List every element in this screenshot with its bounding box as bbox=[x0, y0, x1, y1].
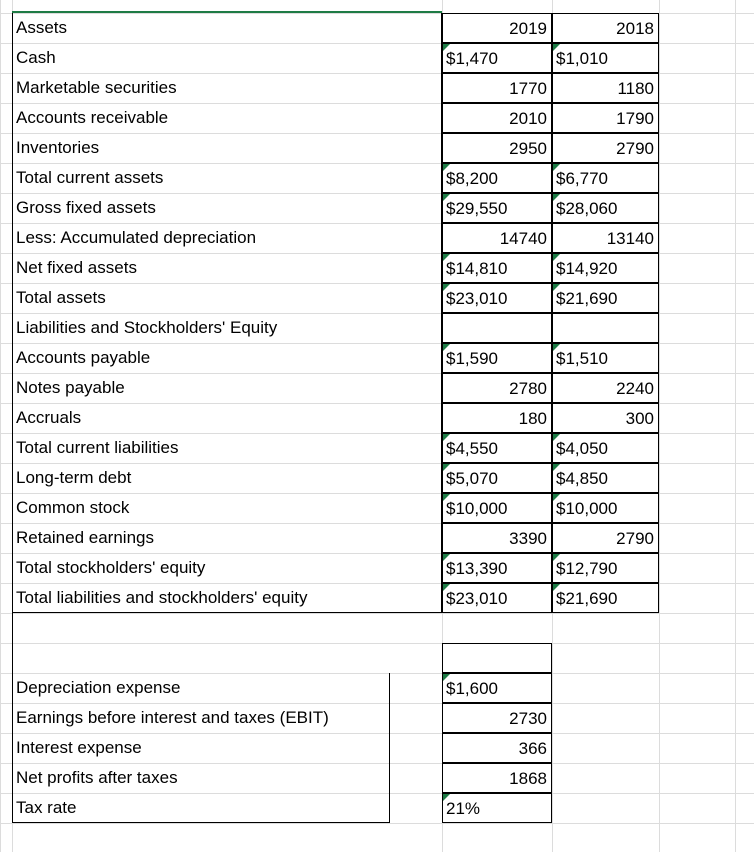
label-cell-text: Retained earnings bbox=[16, 528, 154, 547]
value-2019-cell-text: $5,070 bbox=[446, 469, 498, 488]
label-cell[interactable] bbox=[12, 553, 442, 583]
value-2019-cell-text: 180 bbox=[518, 409, 547, 428]
value-2018-cell-text: 1790 bbox=[616, 109, 654, 128]
number-as-text-indicator-icon bbox=[443, 494, 450, 501]
value-2018-cell[interactable] bbox=[552, 343, 659, 373]
label-cell-text: Tax rate bbox=[16, 798, 77, 817]
number-as-text-indicator-icon bbox=[553, 254, 560, 261]
label-cell[interactable] bbox=[12, 493, 442, 523]
label-cell[interactable] bbox=[12, 43, 442, 73]
number-as-text-indicator-icon bbox=[553, 464, 560, 471]
label-cell[interactable] bbox=[12, 343, 442, 373]
table-row bbox=[0, 403, 754, 433]
value-2018-cell-text: 2790 bbox=[616, 529, 654, 548]
value-2018-cell-text: 2790 bbox=[616, 139, 654, 158]
value-cell[interactable] bbox=[442, 703, 552, 733]
table-row bbox=[0, 283, 754, 313]
table-row bbox=[0, 223, 754, 253]
value-2019-cell[interactable] bbox=[442, 493, 552, 523]
label-cell[interactable] bbox=[12, 763, 390, 793]
value-2019-cell[interactable] bbox=[442, 583, 552, 613]
value-2019-cell-text: $14,810 bbox=[446, 259, 508, 278]
blank-cell[interactable] bbox=[12, 643, 442, 673]
label-cell[interactable] bbox=[12, 73, 442, 103]
table-row bbox=[0, 793, 754, 823]
value-2019-cell[interactable] bbox=[442, 403, 552, 433]
table-row bbox=[0, 313, 754, 343]
value-cell[interactable] bbox=[442, 793, 552, 823]
value-2019-cell[interactable] bbox=[442, 373, 552, 403]
value-2019-cell-text: $13,390 bbox=[446, 559, 508, 578]
table-row bbox=[0, 193, 754, 223]
value-2018-cell[interactable] bbox=[552, 253, 659, 283]
label-cell-text: Inventories bbox=[16, 138, 100, 157]
value-2019-cell-text: $23,010 bbox=[446, 289, 508, 308]
value-2018-cell[interactable] bbox=[552, 163, 659, 193]
number-as-text-indicator-icon bbox=[553, 434, 560, 441]
blank-row bbox=[0, 613, 754, 643]
table-row bbox=[0, 103, 754, 133]
value-2019-cell[interactable] bbox=[442, 13, 552, 43]
value-2018-cell-text: $28,060 bbox=[556, 199, 618, 218]
label-cell[interactable] bbox=[12, 133, 442, 163]
table-row bbox=[0, 583, 754, 613]
number-as-text-indicator-icon bbox=[443, 194, 450, 201]
value-2019-cell[interactable] bbox=[442, 523, 552, 553]
label-cell-text: Less: Accumulated depreciation bbox=[16, 228, 257, 247]
label-cell[interactable] bbox=[12, 463, 442, 493]
number-as-text-indicator-icon bbox=[443, 284, 450, 291]
value-2019-cell-text: 2780 bbox=[509, 379, 547, 398]
value-2018-cell[interactable] bbox=[552, 103, 659, 133]
value-2018-cell-text: $14,920 bbox=[556, 259, 618, 278]
table-row bbox=[0, 253, 754, 283]
value-2019-cell-text: $8,200 bbox=[446, 169, 498, 188]
label-cell[interactable] bbox=[12, 433, 442, 463]
label-cell-text: Total current liabilities bbox=[16, 438, 179, 457]
value-cell-text: 366 bbox=[518, 739, 547, 758]
number-as-text-indicator-icon bbox=[443, 674, 450, 681]
label-cell[interactable] bbox=[12, 583, 442, 613]
blank-cell[interactable] bbox=[442, 643, 552, 673]
value-2018-cell-text: 300 bbox=[625, 409, 654, 428]
label-cell-text: Interest expense bbox=[16, 738, 142, 757]
label-cell-text: Total stockholders' equity bbox=[16, 558, 206, 577]
value-2019-cell[interactable] bbox=[442, 283, 552, 313]
value-cell-text: 21% bbox=[446, 799, 481, 818]
label-cell[interactable] bbox=[12, 283, 442, 313]
label-cell[interactable] bbox=[12, 403, 442, 433]
value-2018-cell-text: $21,690 bbox=[556, 289, 618, 308]
label-cell[interactable] bbox=[12, 13, 442, 43]
value-2019-cell[interactable] bbox=[442, 463, 552, 493]
label-cell[interactable] bbox=[12, 103, 442, 133]
number-as-text-indicator-icon bbox=[553, 284, 560, 291]
value-2018-cell[interactable] bbox=[552, 403, 659, 433]
label-cell-text: Assets bbox=[16, 18, 68, 37]
table-row bbox=[0, 703, 754, 733]
value-2018-cell-text: $1,010 bbox=[556, 49, 608, 68]
table-row bbox=[0, 733, 754, 763]
number-as-text-indicator-icon bbox=[443, 434, 450, 441]
label-cell-text: Total current assets bbox=[16, 168, 164, 187]
value-2018-cell[interactable] bbox=[552, 553, 659, 583]
value-2018-cell-text: $4,850 bbox=[556, 469, 608, 488]
table-row bbox=[0, 343, 754, 373]
label-cell[interactable] bbox=[12, 253, 442, 283]
number-as-text-indicator-icon bbox=[553, 494, 560, 501]
label-cell-text: Net profits after taxes bbox=[16, 768, 178, 787]
value-2018-cell-text: $10,000 bbox=[556, 499, 618, 518]
number-as-text-indicator-icon bbox=[553, 194, 560, 201]
value-2018-cell-text: 13140 bbox=[606, 229, 654, 248]
value-2018-cell[interactable] bbox=[552, 13, 659, 43]
label-cell-text: Common stock bbox=[16, 498, 130, 517]
label-cell-text: Liabilities and Stockholders' Equity bbox=[16, 318, 278, 337]
label-cell[interactable] bbox=[12, 523, 442, 553]
table-row bbox=[0, 163, 754, 193]
label-cell-text: Long-term debt bbox=[16, 468, 132, 487]
value-2019-cell[interactable] bbox=[442, 193, 552, 223]
value-2019-cell-text: 3390 bbox=[509, 529, 547, 548]
value-2018-cell[interactable] bbox=[552, 43, 659, 73]
label-cell[interactable] bbox=[12, 703, 390, 733]
table-row bbox=[0, 73, 754, 103]
value-2019-cell[interactable] bbox=[442, 553, 552, 583]
value-2018-cell[interactable] bbox=[552, 583, 659, 613]
value-2018-cell-text: $12,790 bbox=[556, 559, 618, 578]
label-cell[interactable] bbox=[12, 163, 442, 193]
value-2019-cell[interactable] bbox=[442, 103, 552, 133]
value-2018-cell-text: 2240 bbox=[616, 379, 654, 398]
label-cell[interactable] bbox=[12, 673, 390, 703]
number-as-text-indicator-icon bbox=[553, 584, 560, 591]
table-row bbox=[0, 673, 754, 703]
value-2018-cell[interactable] bbox=[552, 493, 659, 523]
value-2018-cell[interactable] bbox=[552, 73, 659, 103]
table-row bbox=[0, 43, 754, 73]
value-cell[interactable] bbox=[442, 673, 552, 703]
number-as-text-indicator-icon bbox=[443, 794, 450, 801]
value-2019-cell-text: $23,010 bbox=[446, 589, 508, 608]
label-cell-text: Notes payable bbox=[16, 378, 125, 397]
value-2019-cell[interactable] bbox=[442, 433, 552, 463]
value-2019-cell[interactable] bbox=[442, 343, 552, 373]
label-cell[interactable] bbox=[12, 223, 442, 253]
value-2019-cell-text: 14740 bbox=[499, 229, 547, 248]
label-cell-text: Total assets bbox=[16, 288, 106, 307]
table-row bbox=[0, 13, 754, 43]
value-cell[interactable] bbox=[442, 733, 552, 763]
value-cell-text: $1,600 bbox=[446, 679, 498, 698]
label-cell-text: Cash bbox=[16, 48, 56, 67]
value-2019-cell[interactable] bbox=[442, 73, 552, 103]
value-2019-cell[interactable] bbox=[442, 163, 552, 193]
value-2019-cell-text: $1,590 bbox=[446, 349, 498, 368]
blank-cell[interactable] bbox=[12, 613, 442, 643]
value-2018-cell[interactable] bbox=[552, 193, 659, 223]
value-2019-cell-text: $10,000 bbox=[446, 499, 508, 518]
value-cell[interactable] bbox=[442, 763, 552, 793]
label-cell-text: Accruals bbox=[16, 408, 82, 427]
value-2018-cell-text: 1180 bbox=[617, 79, 654, 98]
number-as-text-indicator-icon bbox=[553, 164, 560, 171]
value-2018-cell[interactable] bbox=[552, 283, 659, 313]
value-2018-cell[interactable] bbox=[552, 373, 659, 403]
value-2018-cell[interactable] bbox=[552, 433, 659, 463]
label-cell-text: Accounts receivable bbox=[16, 108, 169, 127]
label-cell-text: Total liabilities and stockholders' equity bbox=[16, 588, 308, 607]
label-cell-text: Marketable securities bbox=[16, 78, 177, 97]
label-cell[interactable] bbox=[12, 313, 442, 343]
label-cell-text: Depreciation expense bbox=[16, 678, 181, 697]
value-2019-cell[interactable] bbox=[442, 313, 552, 343]
value-2019-cell[interactable] bbox=[442, 133, 552, 163]
value-2019-cell-text: $29,550 bbox=[446, 199, 508, 218]
value-2018-cell-text: $21,690 bbox=[556, 589, 618, 608]
label-cell[interactable] bbox=[12, 793, 390, 823]
blank-row bbox=[0, 643, 754, 673]
value-2018-cell-text: $6,770 bbox=[556, 169, 608, 188]
label-cell[interactable] bbox=[12, 733, 390, 763]
number-as-text-indicator-icon bbox=[443, 254, 450, 261]
table-row bbox=[0, 463, 754, 493]
label-cell-text: Gross fixed assets bbox=[16, 198, 156, 217]
value-2018-cell[interactable] bbox=[552, 463, 659, 493]
label-cell-text: Accounts payable bbox=[16, 348, 151, 367]
number-as-text-indicator-icon bbox=[553, 554, 560, 561]
value-2019-cell-text: 2950 bbox=[509, 139, 547, 158]
value-2018-cell-text: $1,510 bbox=[556, 349, 608, 368]
number-as-text-indicator-icon bbox=[443, 44, 450, 51]
table-row bbox=[0, 433, 754, 463]
table-row bbox=[0, 493, 754, 523]
number-as-text-indicator-icon bbox=[443, 554, 450, 561]
value-cell-text: 2730 bbox=[509, 709, 547, 728]
value-cell-text: 1868 bbox=[509, 769, 547, 788]
number-as-text-indicator-icon bbox=[443, 164, 450, 171]
value-2019-cell[interactable] bbox=[442, 253, 552, 283]
table-row bbox=[0, 133, 754, 163]
number-as-text-indicator-icon bbox=[553, 44, 560, 51]
number-as-text-indicator-icon bbox=[443, 464, 450, 471]
value-2019-cell[interactable] bbox=[442, 43, 552, 73]
value-2019-cell-text: 2019 bbox=[509, 19, 547, 38]
value-2018-cell-text: 2018 bbox=[616, 19, 654, 38]
label-cell[interactable] bbox=[12, 193, 442, 223]
table-row bbox=[0, 763, 754, 793]
value-2018-cell[interactable] bbox=[552, 523, 659, 553]
value-2018-cell[interactable] bbox=[552, 313, 659, 343]
table-row bbox=[0, 373, 754, 403]
value-2019-cell-text: 1770 bbox=[509, 79, 547, 98]
label-cell-text: Earnings before interest and taxes (EBIT) bbox=[16, 708, 329, 727]
value-2019-cell-text: $1,470 bbox=[446, 49, 498, 68]
number-as-text-indicator-icon bbox=[443, 344, 450, 351]
value-2018-cell-text: $4,050 bbox=[556, 439, 608, 458]
value-2019-cell-text: 2010 bbox=[509, 109, 547, 128]
number-as-text-indicator-icon bbox=[553, 344, 560, 351]
label-cell[interactable] bbox=[12, 373, 442, 403]
number-as-text-indicator-icon bbox=[443, 584, 450, 591]
label-cell-text: Net fixed assets bbox=[16, 258, 137, 277]
value-2018-cell[interactable] bbox=[552, 133, 659, 163]
value-2019-cell[interactable] bbox=[442, 223, 552, 253]
table-row bbox=[0, 523, 754, 553]
table-row bbox=[0, 553, 754, 583]
value-2019-cell-text: $4,550 bbox=[446, 439, 498, 458]
value-2018-cell[interactable] bbox=[552, 223, 659, 253]
